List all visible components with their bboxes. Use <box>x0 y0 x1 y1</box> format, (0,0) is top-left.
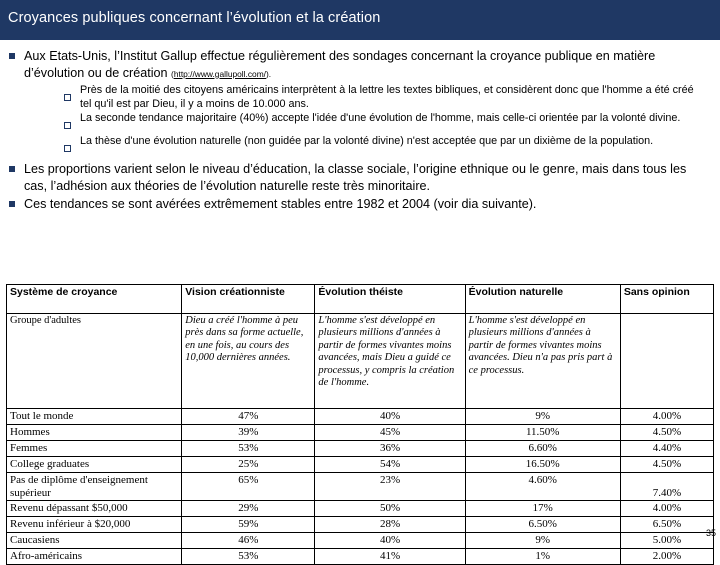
row-label: Revenu inférieur à $20,000 <box>7 517 182 533</box>
cell-no-opinion: 6.50% <box>620 517 713 533</box>
sub-bullet-2-text: La seconde tendance majoritaire (40%) accepte l'idée d'une évolution de l'homme, mais celle-ci orientée par la volonté divine. <box>80 112 681 124</box>
cell-natural: 9% <box>465 533 620 549</box>
table-row <box>7 501 714 517</box>
cell-creationist: 29% <box>182 501 315 517</box>
description-theistic: L'homme s'est développé en plusieurs millions d'années à partir de formes vivantes moins avancées, mais Dieu a guidé ce processus, y compris la création de l'homme. <box>315 314 465 409</box>
sub-bullet-item-2 <box>54 112 720 134</box>
cell-theistic: 23% <box>315 473 465 501</box>
description-natural: L'homme s'est développé en plusieurs millions d'années à partir de formes vivantes moins avancées. Dieu n'a pas pris part à ce processus. <box>465 314 620 409</box>
sub-bullet-list <box>0 84 720 157</box>
cell-no-opinion: 4.50% <box>620 425 713 441</box>
bullet-square-icon <box>0 161 24 174</box>
bullet-3-text: Ces tendances se sont avérées extrêmement stables entre 1982 et 2004 (voir dia suivante). <box>24 197 537 211</box>
bullet-item-2 <box>0 161 720 194</box>
cell-theistic: 45% <box>315 425 465 441</box>
cell-theistic: 50% <box>315 501 465 517</box>
row-label: Femmes <box>7 441 182 457</box>
bullet-2-text: Les proportions varient selon le niveau d’éducation, la classe sociale, l’origine ethnique ou le genre, mais dans tous les cas, l’adhésion aux théories de l’évolution naturelle reste très minoritaire. <box>24 162 687 193</box>
column-header-no-opinion: Sans opinion <box>620 285 713 314</box>
table-row <box>7 425 714 441</box>
table-row <box>7 473 714 501</box>
column-header-belief-system: Système de croyance <box>7 285 182 314</box>
row-label: Tout le monde <box>7 409 182 425</box>
row-label: Hommes <box>7 425 182 441</box>
bullet-1-paren-close: ). <box>266 68 272 79</box>
cell-creationist: 53% <box>182 441 315 457</box>
cell-creationist: 39% <box>182 425 315 441</box>
table-header-row <box>7 285 714 314</box>
title-underline <box>0 36 720 40</box>
cell-natural: 17% <box>465 501 620 517</box>
description-creationist: Dieu a créé l'homme à peu près dans sa forme actuelle, en une fois, au cours des 10,000 dernières années. <box>182 314 315 409</box>
gallup-poll-link[interactable]: http://www.gallupoll.com/ <box>173 68 266 79</box>
slide-body <box>0 48 720 215</box>
cell-natural: 1% <box>465 549 620 565</box>
cell-creationist: 59% <box>182 517 315 533</box>
bullet-square-icon <box>0 196 24 209</box>
table-description-row <box>7 314 714 409</box>
cell-creationist: 53% <box>182 549 315 565</box>
bullet-1-main: Aux Etats-Unis, l’Institut Gallup effectue régulièrement des sondages concernant la croyance publique en matière d’évolution ou de création <box>24 49 656 80</box>
row-label: Afro-américains <box>7 549 182 565</box>
sub-bullet-item-1 <box>54 84 720 111</box>
cell-theistic: 41% <box>315 549 465 565</box>
cell-creationist: 47% <box>182 409 315 425</box>
cell-natural: 16.50% <box>465 457 620 473</box>
table-description-body <box>7 314 714 409</box>
cell-creationist: 46% <box>182 533 315 549</box>
cell-natural: 4.60% <box>465 473 620 501</box>
sub-bullet-3-text: La thèse d'une évolution naturelle (non guidée par la volonté divine) n'est acceptée que par un dixième de la population. <box>80 135 654 147</box>
cell-theistic: 36% <box>315 441 465 457</box>
cell-theistic: 54% <box>315 457 465 473</box>
row-label: Pas de diplôme d'enseignement supérieur <box>7 473 182 501</box>
sub-bullet-1-text: Près de la moitié des citoyens américains interprètent à la lettre les textes bibliques, et considèrent donc que l'homme a été créé tel qu'il est par Dieu, il y a moins de 10.000 ans. <box>80 84 694 110</box>
cell-no-opinion: 7.40% <box>620 473 713 501</box>
hollow-square-icon <box>54 135 80 157</box>
row-label: Caucasiens <box>7 533 182 549</box>
table-header <box>7 285 714 314</box>
page-title: Croyances publiques concernant l’évolution et la création <box>8 10 381 26</box>
column-header-theistic: Évolution théiste <box>315 285 465 314</box>
beliefs-table <box>6 284 714 565</box>
description-no-opinion <box>620 314 713 409</box>
bullet-item-1 <box>0 48 720 82</box>
table-row <box>7 409 714 425</box>
cell-creationist: 65% <box>182 473 315 501</box>
table-data-body <box>7 409 714 565</box>
description-group: Groupe d'adultes <box>7 314 182 409</box>
bullet-square-icon <box>0 48 24 61</box>
cell-no-opinion: 4.00% <box>620 409 713 425</box>
cell-creationist: 25% <box>182 457 315 473</box>
row-label: Revenu dépassant $50,000 <box>7 501 182 517</box>
cell-natural: 9% <box>465 409 620 425</box>
table-row <box>7 549 714 565</box>
cell-theistic: 40% <box>315 409 465 425</box>
cell-theistic: 28% <box>315 517 465 533</box>
bullet-1-paren-open: ( <box>171 68 174 79</box>
cell-no-opinion: 4.40% <box>620 441 713 457</box>
slide-number: 35 <box>705 528 716 538</box>
cell-no-opinion: 2.00% <box>620 549 713 565</box>
bullet-1-text <box>24 48 702 82</box>
table-row <box>7 457 714 473</box>
cell-natural: 6.50% <box>465 517 620 533</box>
table-row <box>7 517 714 533</box>
bullet-item-3 <box>0 196 720 213</box>
slide-title-bar <box>0 0 720 36</box>
hollow-square-icon <box>54 112 80 134</box>
cell-no-opinion: 4.50% <box>620 457 713 473</box>
sub-bullet-item-3 <box>54 135 720 157</box>
column-header-natural: Évolution naturelle <box>465 285 620 314</box>
cell-natural: 11.50% <box>465 425 620 441</box>
cell-no-opinion: 4.00% <box>620 501 713 517</box>
cell-no-opinion: 5.00% <box>620 533 713 549</box>
table-row <box>7 441 714 457</box>
column-header-creationist: Vision créationniste <box>182 285 315 314</box>
hollow-square-icon <box>54 84 80 106</box>
cell-natural: 6.60% <box>465 441 620 457</box>
cell-theistic: 40% <box>315 533 465 549</box>
beliefs-table-wrap <box>6 284 714 565</box>
row-label: College graduates <box>7 457 182 473</box>
table-row <box>7 533 714 549</box>
